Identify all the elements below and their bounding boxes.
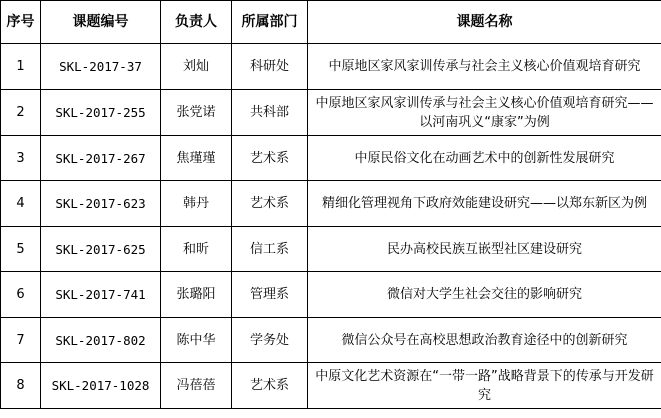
row-department: 信工系 — [232, 227, 308, 272]
row-leader: 冯蓓蓓 — [161, 363, 232, 409]
header-leader: 负责人 — [161, 1, 232, 44]
table-row — [1, 90, 661, 136]
row-index: 7 — [1, 318, 41, 363]
row-leader: 刘灿 — [161, 44, 232, 90]
table-row — [1, 318, 661, 363]
row-title: 中原地区家风家训传承与社会主义核心价值观培育研究——以河南巩义“康家”为例 — [308, 90, 661, 136]
header-title: 课题名称 — [308, 1, 661, 44]
row-department: 艺术系 — [232, 136, 308, 181]
row-leader: 陈中华 — [161, 318, 232, 363]
row-code: SKL-2017-255 — [41, 90, 161, 136]
header-row — [1, 1, 661, 44]
row-title: 微信公众号在高校思想政治教育途径中的创新研究 — [308, 318, 661, 363]
row-leader: 张党诺 — [161, 90, 232, 136]
table-row — [1, 44, 661, 90]
header-department: 所属部门 — [232, 1, 308, 44]
row-department: 艺术系 — [232, 363, 308, 409]
header-code: 课题编号 — [41, 1, 161, 44]
row-index: 1 — [1, 44, 41, 90]
row-department: 共科部 — [232, 90, 308, 136]
row-index: 2 — [1, 90, 41, 136]
row-department: 管理系 — [232, 272, 308, 318]
row-code: SKL-2017-741 — [41, 272, 161, 318]
row-title: 中原地区家风家训传承与社会主义核心价值观培育研究 — [308, 44, 661, 90]
row-leader: 焦瑾瑾 — [161, 136, 232, 181]
table-row — [1, 227, 661, 272]
row-title: 微信对大学生社会交往的影响研究 — [308, 272, 661, 318]
row-title: 民办高校民族互嵌型社区建设研究 — [308, 227, 661, 272]
row-title: 中原民俗文化在动画艺术中的创新性发展研究 — [308, 136, 661, 181]
table-row — [1, 272, 661, 318]
table-row — [1, 181, 661, 227]
row-leader: 韩丹 — [161, 181, 232, 227]
row-index: 3 — [1, 136, 41, 181]
row-title: 精细化管理视角下政府效能建设研究——以郑东新区为例 — [308, 181, 661, 227]
row-code: SKL-2017-37 — [41, 44, 161, 90]
row-index: 8 — [1, 363, 41, 409]
row-leader: 张璐阳 — [161, 272, 232, 318]
row-index: 5 — [1, 227, 41, 272]
row-department: 科研处 — [232, 44, 308, 90]
row-department: 学务处 — [232, 318, 308, 363]
row-code: SKL-2017-625 — [41, 227, 161, 272]
row-code: SKL-2017-802 — [41, 318, 161, 363]
row-code: SKL-2017-267 — [41, 136, 161, 181]
row-title: 中原文化艺术资源在“一带一路”战略背景下的传承与开发研究 — [308, 363, 661, 409]
row-leader: 和昕 — [161, 227, 232, 272]
table-row — [1, 363, 661, 409]
row-index: 4 — [1, 181, 41, 227]
header-index: 序号 — [1, 1, 41, 44]
table-row — [1, 136, 661, 181]
row-index: 6 — [1, 272, 41, 318]
row-code: SKL-2017-1028 — [41, 363, 161, 409]
row-department: 艺术系 — [232, 181, 308, 227]
row-code: SKL-2017-623 — [41, 181, 161, 227]
